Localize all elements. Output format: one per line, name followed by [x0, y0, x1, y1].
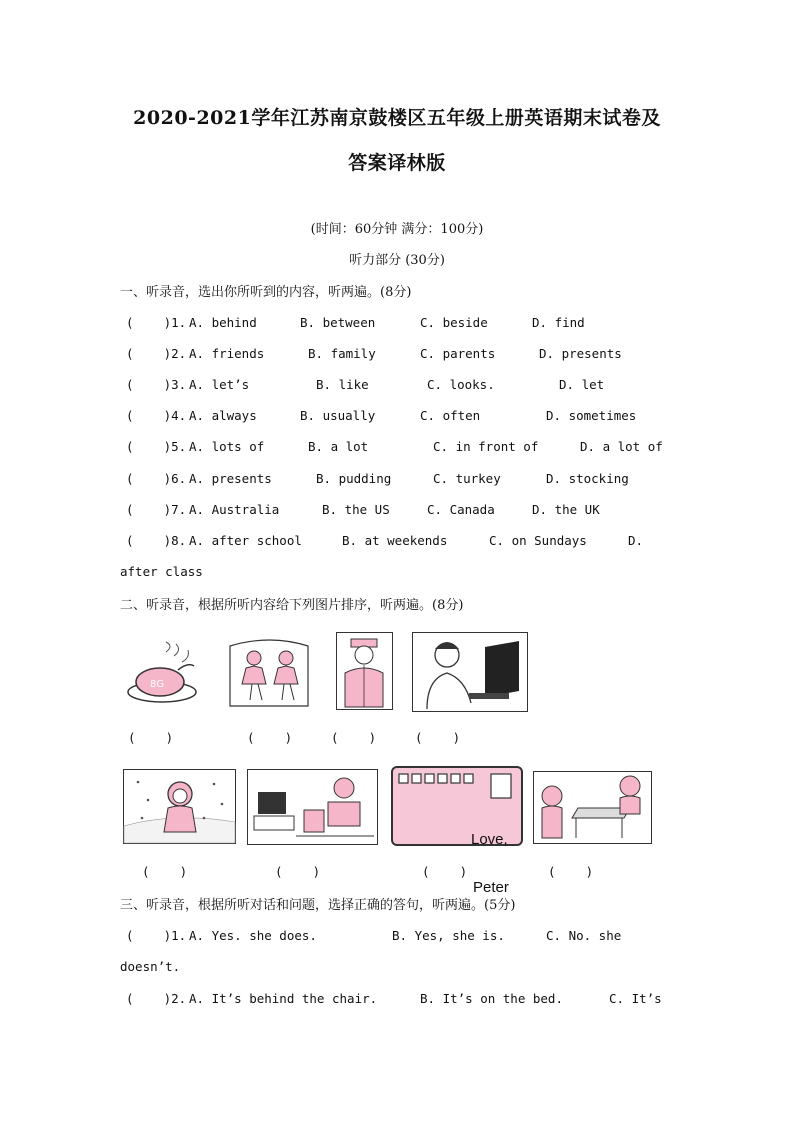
answer-blank-row1-1[interactable]: ( )	[128, 730, 174, 745]
q6-option-c: C. turkey	[433, 471, 501, 486]
picture-turkey	[126, 640, 199, 706]
q4-option-c: C. often	[420, 408, 481, 423]
q1-option-b: B. between	[300, 315, 376, 330]
q2-option-b: B. family	[308, 346, 376, 361]
answer-blank-row1-3[interactable]: ( )	[331, 730, 377, 745]
q3-option-c: C. looks.	[427, 377, 495, 392]
doc-title-line2: 答案译林版	[348, 152, 446, 174]
answer-blank-row2-2[interactable]: ( )	[275, 864, 321, 879]
q3-option-b: B. like	[316, 377, 369, 392]
p3-q2-option-a: A. It’s behind the chair.	[189, 991, 378, 1006]
picture-girl-in-snow	[123, 769, 236, 844]
q8-number: ( )8.	[126, 533, 187, 548]
q4-option-a: A. always	[189, 408, 257, 423]
q8-option-c: C. on Sundays	[489, 533, 587, 548]
q4-option-b: B. usually	[300, 408, 376, 423]
q7-option-c: C. Canada	[427, 502, 495, 517]
picture-living-room-tv	[247, 769, 378, 845]
q6-option-d: D. stocking	[546, 471, 629, 486]
q6-number: ( )6.	[126, 471, 187, 486]
q4-number: ( )4.	[126, 408, 187, 423]
q8-option-d-text: after class	[120, 564, 203, 579]
part3-heading: 三、听录音，根据所听对话和问题，选择正确的答句，听两遍。(5分)	[120, 898, 516, 913]
answer-blank-row1-2[interactable]: ( )	[247, 730, 293, 745]
answer-blank-row2-4[interactable]: ( )	[548, 864, 594, 879]
q6-option-a: A. presents	[189, 471, 272, 486]
q8-option-d: D.	[628, 533, 644, 548]
q5-option-b: B. a lot	[308, 439, 369, 454]
q5-option-c: C. in front of	[433, 439, 539, 454]
answer-blank-row1-4[interactable]: ( )	[415, 730, 461, 745]
q8-option-b: B. at weekends	[342, 533, 448, 548]
q2-option-d: D. presents	[539, 346, 622, 361]
answer-blank-row2-1[interactable]: ( )	[142, 864, 188, 879]
q1-option-c: C. beside	[420, 315, 488, 330]
q4-option-d: D. sometimes	[546, 408, 637, 423]
p3-q1-option-b: B. Yes, she is.	[392, 928, 505, 943]
postcard-line2: Peter	[473, 879, 509, 896]
q2-option-a: A. friends	[189, 346, 265, 361]
picture-boy-at-computer	[412, 632, 528, 712]
picture-delivery-man	[336, 632, 393, 710]
q1-option-d: D. find	[532, 315, 585, 330]
p3-q2-number: ( )2.	[126, 991, 187, 1006]
time-score-info: (时间：60分钟 满分：100分)	[310, 222, 484, 237]
q7-number: ( )7.	[126, 502, 187, 517]
part2-heading: 二、听录音，根据所听内容给下列图片排序，听两遍。(8分)	[120, 598, 464, 613]
p3-q2-option-b: B. It’s on the bed.	[420, 991, 563, 1006]
p3-q1-option-a: A. Yes. she does.	[189, 928, 317, 943]
listening-section-label: 听力部分 (30分)	[349, 253, 445, 268]
p3-q1-option-c-wrap: doesn’t.	[120, 959, 181, 974]
svg-text:8G: 8G	[150, 679, 165, 690]
q5-option-a: A. lots of	[189, 439, 265, 454]
p3-q1-option-c: C. No. she	[546, 928, 622, 943]
q8-option-a: A. after school	[189, 533, 302, 548]
q2-number: ( )2.	[126, 346, 187, 361]
q1-number: ( )1.	[126, 315, 187, 330]
part1-heading: 一、听录音，选出你所听到的内容，听两遍。(8分)	[120, 285, 412, 300]
postcard-line1: Love,	[471, 831, 508, 848]
q1-option-a: A. behind	[189, 315, 257, 330]
q6-option-b: B. pudding	[316, 471, 392, 486]
q7-option-b: B. the US	[322, 502, 390, 517]
q7-option-a: A. Australia	[189, 502, 280, 517]
picture-dancing-girls	[228, 638, 310, 708]
doc-title-line1: 2020-2021学年江苏南京鼓楼区五年级上册英语期末试卷及	[133, 107, 661, 129]
p3-q1-number: ( )1.	[126, 928, 187, 943]
q2-option-c: C. parents	[420, 346, 496, 361]
q7-option-d: D. the UK	[532, 502, 600, 517]
q3-option-d: D. let	[559, 377, 605, 392]
picture-table-tennis	[533, 771, 652, 844]
q5-option-d: D. a lot of	[580, 439, 663, 454]
answer-blank-row2-3[interactable]: ( )	[422, 864, 468, 879]
q3-number: ( )3.	[126, 377, 187, 392]
p3-q2-option-c: C. It’s	[609, 991, 662, 1006]
picture-postcard	[391, 766, 523, 896]
q3-option-a: A. let’s	[189, 377, 250, 392]
q5-number: ( )5.	[126, 439, 187, 454]
